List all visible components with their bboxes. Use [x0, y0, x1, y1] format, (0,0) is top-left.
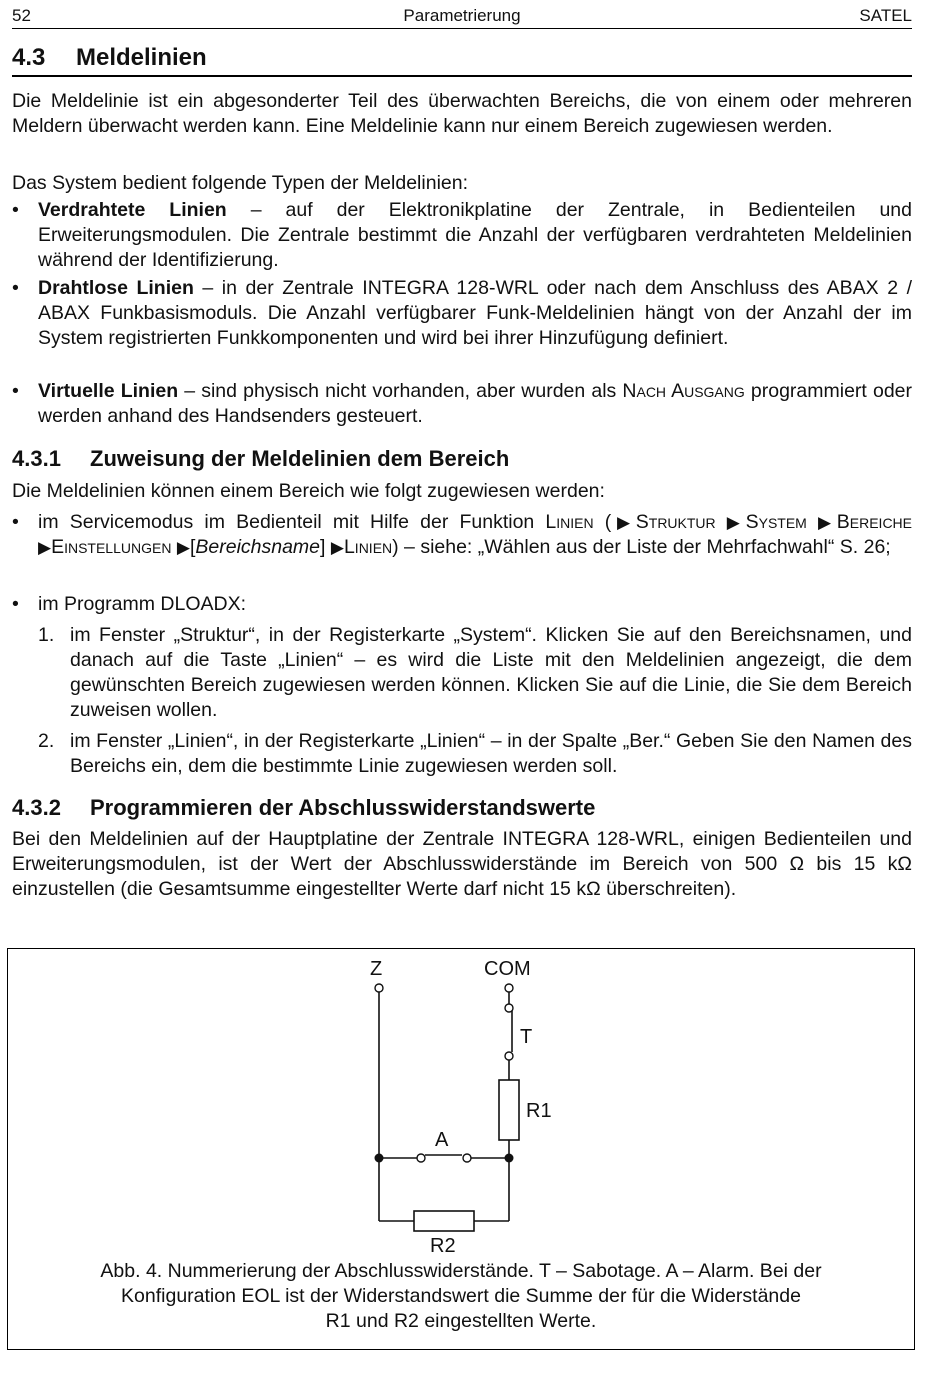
page-number: 52 — [12, 6, 31, 25]
bullet-text: programmiert oder werden anhand des Handsenders gesteuert. — [38, 380, 912, 427]
bullet-icon: • — [12, 277, 19, 299]
section-number: 4.3.2 — [12, 795, 61, 820]
bullet-text: im Programm DLOADX: — [38, 593, 247, 615]
junction-left — [375, 1154, 384, 1163]
figure-caption — [8, 1259, 914, 1334]
step-text: im Fenster „Linien“, in der Registerkarte „Linien“ – in der Spalte „Ber.“ Geben Sie den Namen des Bereichs ein, dem die bestimmte Linie zugewiesen werden soll. — [70, 730, 912, 777]
arrow-right-icon: ▶ — [611, 513, 636, 532]
caption-line: R1 und R2 eingestellten Werte. — [325, 1310, 597, 1332]
circuit-figure — [7, 948, 915, 1350]
bullet-text: ) – siehe: „Wählen aus der Liste der Mehrfachwahl“ S. 26; — [392, 536, 891, 558]
bullet-icon: • — [12, 511, 19, 533]
menu-path-item: Einstellungen — [51, 536, 172, 558]
menu-path-item: System — [745, 511, 807, 533]
list-item — [12, 510, 912, 560]
label-t: T — [520, 1026, 533, 1048]
bullet-text: ( — [593, 511, 612, 533]
eol-paragraph: Bei den Meldelinien auf der Hauptplatine der Zentrale INTEGRA 128-WRL, einigen Bedienteilen und Erweiterungsmodulen, ist der Wert der Abschlusswiderstände im Bereich von 500 Ω bis 15 kΩ einzustellen (die Gesamtsumme eingestellter Werte darf nicht 15 kΩ überschreiten). — [12, 828, 912, 900]
section-title: Meldelinien — [76, 44, 207, 71]
label-com: COM — [484, 958, 531, 980]
bullet-term: Virtuelle Linien — [38, 380, 179, 402]
bullet-text: – auf der Elektronikplatine der Zentrale, in Bedienteilen und Erweiterungsmodulen. Die Zentrale bestimmt die Anzahl der verfügbaren verdrahteten Meldelinien während der Identifizierung. — [38, 199, 912, 271]
section-number: 4.3.1 — [12, 446, 61, 471]
types-lead: Das System bedient folgende Typen der Meldelinien: — [12, 172, 469, 194]
function-name: Linien — [545, 511, 594, 533]
list-item — [12, 379, 912, 429]
caption-line: Abb. 4. Nummerierung der Abschlusswiderstände. T – Sabotage. A – Alarm. Bei der — [100, 1260, 822, 1282]
contact-t-2 — [505, 1052, 513, 1060]
numbered-step — [38, 729, 912, 779]
assign-lead: Die Meldelinien können einem Bereich wie folgt zugewiesen werden: — [12, 480, 605, 502]
header-section: Parametrierung — [403, 6, 521, 25]
section-heading-4-3-1 — [12, 446, 510, 472]
bullet-text: – sind physisch nicht vorhanden, aber wurden als — [178, 380, 623, 402]
junction-right — [505, 1154, 514, 1163]
terminal-z — [375, 984, 383, 992]
resistor-r1 — [499, 1080, 519, 1140]
header-brand: SATEL — [859, 6, 912, 25]
step-number: 2. — [38, 730, 55, 752]
bullet-text: im Servicemodus im Bedienteil mit Hilfe der Funktion — [38, 511, 546, 533]
bullet-icon: • — [12, 199, 19, 221]
bullet-icon: • — [12, 593, 19, 615]
arrow-right-icon: ▶ — [38, 538, 52, 557]
bracket: ] — [320, 536, 326, 558]
section-title: Programmieren der Abschlusswiderstandswerte — [90, 795, 596, 820]
page-header — [12, 4, 912, 29]
contact-t-1 — [505, 1004, 513, 1012]
label-r1: R1 — [526, 1100, 552, 1122]
contact-a-1 — [417, 1154, 425, 1162]
label-a: A — [435, 1129, 449, 1151]
section-heading-4-3-2 — [12, 795, 596, 821]
step-text: im Fenster „Struktur“, in der Registerkarte „System“. Klicken Sie auf den Bereichsnamen, und danach auf die Taste „Linien“ – es wird die Liste mit den Meldelinien angezeigt, die dem gewünschten Bereich zugewiesen werden können. Klicken Sie auf die Linie, die Sie dem Bereich zuweisen wollen. — [70, 624, 912, 721]
menu-path-item: Struktur — [635, 511, 716, 533]
section-heading-4-3 — [12, 42, 912, 77]
bereichsname: Bereichsname — [195, 536, 321, 558]
numbered-step — [38, 623, 912, 723]
menu-path-item: Bereiche — [836, 511, 913, 533]
arrow-right-icon: ▶ — [176, 538, 190, 557]
list-item — [12, 592, 912, 617]
terminal-com — [505, 984, 513, 992]
arrow-right-icon: ▶ — [726, 513, 746, 532]
label-z: Z — [370, 958, 383, 980]
bullet-term: Drahtlose Linien — [38, 277, 194, 299]
label-r2: R2 — [430, 1235, 456, 1257]
list-item — [12, 276, 912, 351]
section-title: Zuweisung der Meldelinien dem Bereich — [90, 446, 510, 471]
section-number: 4.3 — [12, 44, 46, 71]
bracket: [ — [189, 536, 196, 558]
smallcaps-term: Nach Ausgang — [622, 380, 745, 402]
resistor-r2 — [414, 1211, 474, 1231]
bullet-text: – in der Zentrale INTEGRA 128-WRL oder nach dem Anschluss des ABAX 2 / ABAX Funkbasismoduls. Die Anzahl verfügbarer Funk-Meldelinien hängt von der Anzahl der im System registrierten Funkkomponenten und wird bei ihrer Hinzufügung definiert. — [38, 277, 912, 349]
bullet-term: Verdrahtete Linien — [38, 199, 227, 221]
arrow-right-icon: ▶ — [817, 513, 837, 532]
bullet-icon: • — [12, 380, 19, 402]
list-item — [12, 198, 912, 273]
caption-line: Konfiguration EOL ist der Widerstandswert die Summe der für die Widerstände — [121, 1285, 801, 1307]
step-number: 1. — [38, 624, 55, 646]
contact-a-2 — [463, 1154, 471, 1162]
intro-paragraph: Die Meldelinie ist ein abgesonderter Teil des überwachten Bereichs, die von einem oder mehreren Meldern überwacht werden kann. Eine Meldelinie kann nur einem Bereich zugewiesen werden. — [12, 90, 912, 137]
menu-path-item: Linien — [343, 536, 393, 558]
arrow-right-icon: ▶ — [330, 538, 344, 557]
